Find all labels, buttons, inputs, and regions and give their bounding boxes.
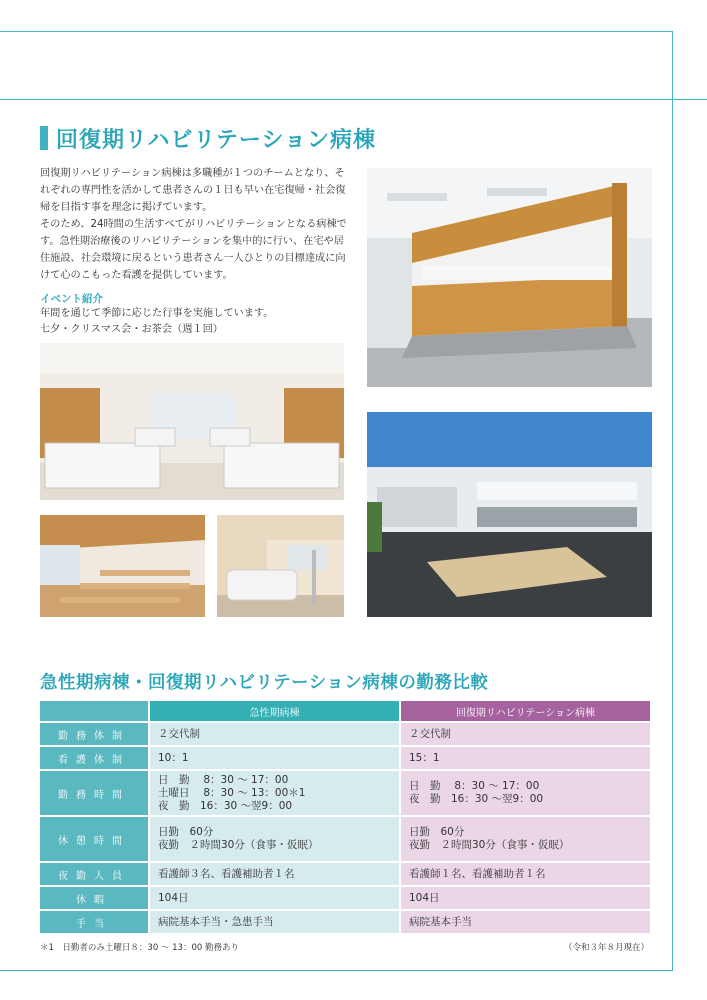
footnote: ＊1 日勤者のみ土曜日８：30 〜 13：00 勤務あり [40, 943, 239, 953]
frame-bottom-line [0, 970, 672, 971]
row-label: 休憩時間 [40, 817, 148, 861]
cell-line: 104日 [158, 891, 189, 904]
intro-text [40, 165, 350, 284]
acute-cell [150, 723, 399, 745]
row-label: 休暇 [40, 887, 148, 909]
row-label: 夜勤人員 [40, 863, 148, 885]
acute-cell [150, 863, 399, 885]
photo-bath-room [217, 515, 344, 617]
event-line-1: 年間を通じて季節に応じた行事を実施しています。 [40, 308, 274, 319]
cell-line: 看護師１名、看護補助者１名 [409, 867, 546, 880]
row-label: 手当 [40, 911, 148, 933]
photo-building-exterior [367, 412, 652, 617]
table-header-row [40, 701, 650, 721]
header-acute-ward: 急性期病棟 [150, 701, 399, 721]
cell-line: ２交代制 [409, 727, 451, 740]
frame-top-line [0, 31, 672, 32]
cell-line: ２交代制 [158, 727, 200, 740]
cell-line: 夜 勤 16：30 〜翌9：00 [158, 799, 293, 812]
recovery-cell [401, 911, 650, 933]
cell-line: 104日 [409, 891, 440, 904]
cell-line: 病院基本手当 [409, 915, 472, 928]
photo-dining-area [40, 515, 205, 617]
recovery-cell [401, 887, 650, 909]
cell-line: 日 勤 8：30 〜 17：00 [409, 780, 540, 792]
table-row [40, 817, 650, 861]
intro-paragraph-2: そのため、24時間の生活すべてがリハビリテーションとなる病棟です。急性期治療後のリハビリテーションを集中的に行い、在宅や居住施設、社会環境に戻るという患者さん一人ひとりの目標達成に向けて心のこもった看護を提供しています。 [40, 219, 347, 281]
acute-cell [150, 747, 399, 769]
cell-line: 日 勤 8：30 〜 17：00 [158, 773, 289, 786]
cell-line: 土曜日 8：30 〜 13：00＊1 [158, 786, 306, 799]
table-row [40, 887, 650, 909]
cell-line: 15：1 [409, 751, 440, 764]
event-heading: イベント紹介 [40, 293, 103, 305]
event-line-2: 七夕・クリスマス会・お茶会（週１回） [40, 324, 223, 335]
table-row [40, 747, 650, 769]
acute-cell [150, 887, 399, 909]
cell-line: 日勤 60分 [409, 826, 465, 838]
event-body [40, 306, 350, 338]
recovery-cell [401, 863, 650, 885]
acute-cell [150, 911, 399, 933]
row-label: 看護体制 [40, 747, 148, 769]
page-title-block [40, 124, 376, 152]
row-label: 勤務時間 [40, 771, 148, 815]
table-row [40, 911, 650, 933]
comparison-title: 急性期病棟・回復期リハビリテーション病棟の勤務比較 [40, 673, 489, 693]
title-accent-bar [40, 126, 48, 150]
table-row [40, 771, 650, 815]
cell-line: 看護師３名、看護補助者１名 [158, 867, 295, 880]
frame-right-line [672, 31, 673, 971]
cell-line: 夜 勤 16：30 〜翌9：00 [409, 793, 544, 805]
cell-line: 病院基本手当・急患手当 [158, 915, 274, 928]
as-of-date: （令和３年８月現在） [563, 943, 649, 953]
recovery-cell [401, 817, 650, 861]
table-row [40, 723, 650, 745]
header-recovery-ward: 回復期リハビリテーション病棟 [401, 701, 650, 721]
cell-line: 日勤 60分 [158, 826, 214, 838]
cell-line: 夜勤 ２時間30分（食事・仮眠） [409, 839, 570, 851]
recovery-cell [401, 723, 650, 745]
acute-cell [150, 771, 399, 815]
comparison-table [40, 701, 650, 935]
intro-paragraph-1: 回復期リハビリテーション病棟は多職種が１つのチームとなり、それぞれの専門性を活かして患者さんの１日も早い在宅復帰・社会復帰を目指す事を理念に掲げています。 [40, 168, 346, 213]
recovery-cell [401, 771, 650, 815]
recovery-cell [401, 747, 650, 769]
row-label: 勤務体制 [40, 723, 148, 745]
acute-cell [150, 817, 399, 861]
cell-line: 10：1 [158, 751, 189, 764]
frame-mid-line [0, 99, 707, 100]
cell-line: 夜勤 ２時間30分（食事・仮眠） [158, 839, 319, 851]
page-title: 回復期リハビリテーション病棟 [56, 127, 377, 153]
photo-nurse-station [367, 168, 652, 387]
photo-patient-room [40, 343, 344, 500]
header-corner-cell [40, 701, 148, 721]
table-row [40, 863, 650, 885]
